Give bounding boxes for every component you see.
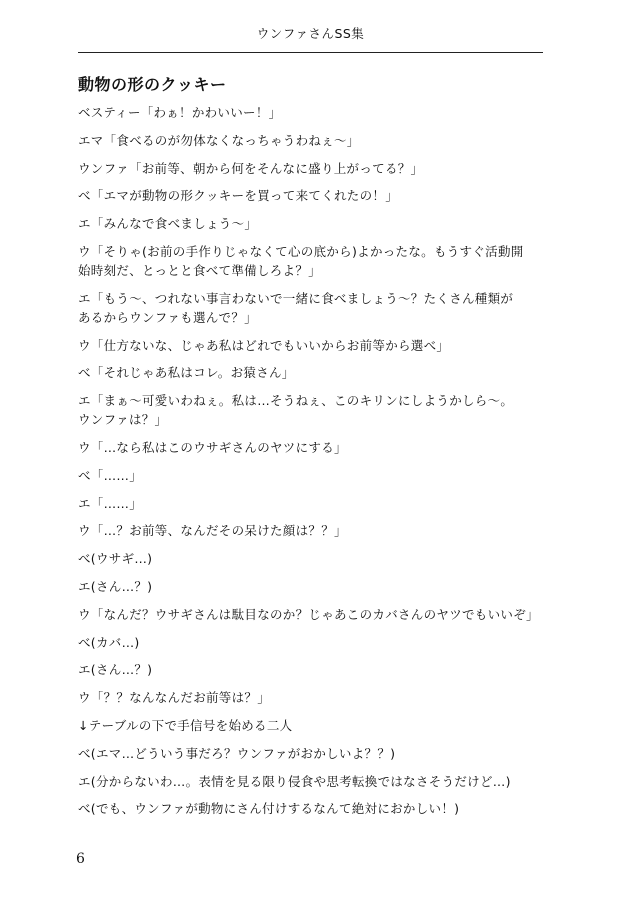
- dialogue-line: エ(分からないわ…。表情を見る限り侵食や思考転換ではなさそうだけど…): [78, 773, 511, 789]
- dialogue-line: べ(カバ…): [78, 634, 140, 650]
- dialogue-line: エ「もう～、つれない事言わないで一緒に食べましょう～？たくさん種類が あるからウンファも選んで？」: [78, 290, 514, 325]
- dialogue-line: べ「エマが動物の形クッキーを買って来てくれたの！」: [78, 188, 399, 204]
- dialogue-line: ウ「？？なんなんだお前等は？」: [78, 690, 271, 706]
- dialogue-line: ウ「仕方ないな、じゃあ私はどれでもいいからお前等から選べ」: [78, 337, 450, 353]
- dialogue-line: べ(エマ…どういう事だろ？ウンファがおかしいよ？？): [78, 745, 396, 761]
- dialogue-line: べ(でも、ウンファが動物にさん付けするなんて絶対におかしい！): [78, 801, 460, 817]
- dialogue-line: エマ「食べるのが勿体なくなっちゃうわねぇ～」: [78, 132, 360, 148]
- dialogue-line: ↓テーブルの下で手信号を始める二人: [78, 717, 293, 733]
- dialogue-line: ウンファ「お前等、朝から何をそんなに盛り上がってる？」: [78, 160, 424, 176]
- dialogue-line: ウ「なんだ？ウサギさんは駄目なのか？じゃあこのカバさんのヤツでもいいぞ」: [78, 606, 539, 622]
- dialogue-line: エ「みんなで食べましょう～」: [78, 216, 258, 232]
- dialogue-line: ウ「…なら私はこのウサギさんのヤツにする」: [78, 439, 347, 455]
- dialogue-line: べ「それじゃあ私はコレ。お猿さん」: [78, 365, 295, 381]
- dialogue-line: エ(さん…？): [78, 662, 153, 678]
- page-number: 6: [76, 851, 85, 867]
- dialogue-body: [78, 103, 556, 827]
- header-rule: [78, 52, 543, 53]
- dialogue-line: エ(さん…？): [78, 578, 153, 594]
- dialogue-line: べ(ウサギ…): [78, 551, 153, 567]
- dialogue-line: べ「……」: [78, 467, 143, 483]
- dialogue-line: ベスティー「わぁ！かわいいー！」: [78, 105, 282, 120]
- dialogue-line: ウ「…？お前等、なんだその呆けた顔は？？」: [78, 523, 347, 539]
- dialogue-line: ウ「そりゃ(お前の手作りじゃなくて心の底から)よかったな。もうすぐ活動開 始時刻だ、とっとと食べて準備しろよ？」: [78, 243, 524, 278]
- running-header: ウンファさんSS集: [256, 26, 365, 41]
- chapter-title: 動物の形のクッキー: [78, 75, 227, 94]
- dialogue-line: エ「……」: [78, 495, 143, 511]
- dialogue-line: エ「まぁ～可愛いわねぇ。私は…そうねぇ、このキリンにしようかしら～。 ウンファは？」: [78, 393, 514, 428]
